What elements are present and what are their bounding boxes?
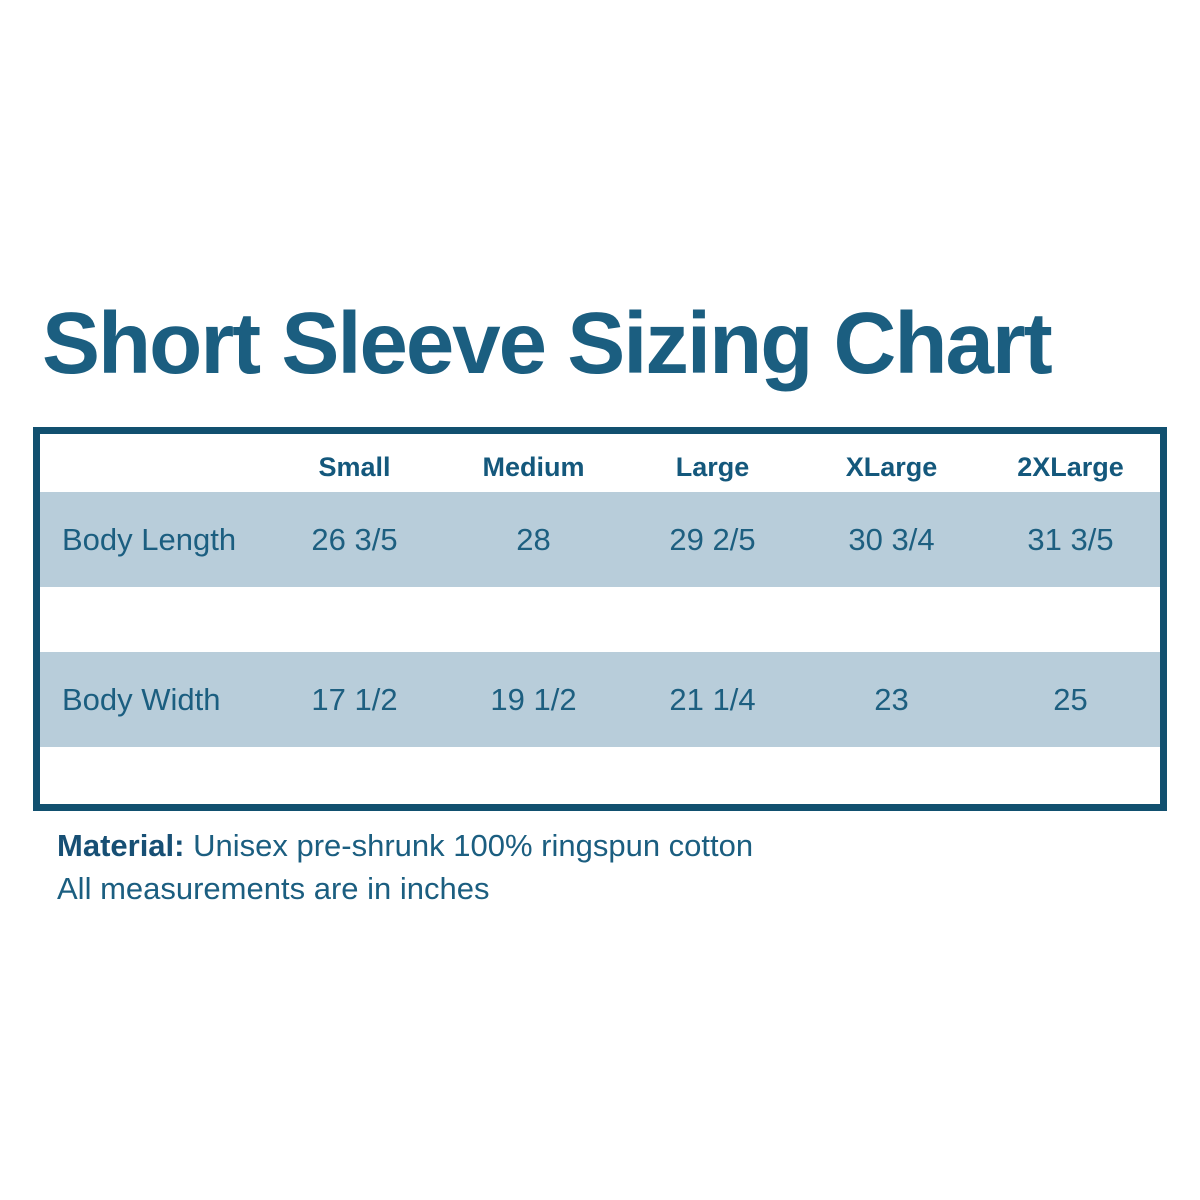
- column-header-2xlarge: 2XLarge: [1017, 451, 1124, 482]
- material-line: [57, 824, 753, 867]
- table-bottom-padding: [40, 747, 1160, 804]
- measurements-note: All measurements are in inches: [57, 871, 490, 906]
- sizing-table: [33, 427, 1167, 811]
- column-header-small: Small: [318, 451, 391, 482]
- body-length-xlarge: 30 3/4: [848, 521, 935, 557]
- body-width-small: 17 1/2: [311, 681, 398, 717]
- table-row-body-length: [40, 492, 1160, 587]
- table-row-body-width: [40, 652, 1160, 747]
- row-label-body-width: Body Width: [62, 681, 221, 717]
- row-label-body-length: Body Length: [62, 521, 237, 557]
- table-spacer-row: [40, 587, 1160, 652]
- column-header-xlarge: XLarge: [845, 451, 938, 482]
- body-width-large: 21 1/4: [669, 681, 756, 717]
- table-header-row: [40, 434, 1160, 492]
- column-header-large: Large: [675, 451, 750, 482]
- body-width-2xlarge: 25: [1053, 681, 1088, 717]
- body-width-xlarge: 23: [874, 681, 909, 717]
- body-length-large: 29 2/5: [669, 521, 756, 557]
- body-width-medium: 19 1/2: [490, 681, 577, 717]
- body-length-2xlarge: 31 3/5: [1027, 521, 1114, 557]
- column-header-medium: Medium: [482, 451, 585, 482]
- page-title: Short Sleeve Sizing Chart: [42, 295, 1051, 392]
- body-length-medium: 28: [516, 521, 551, 557]
- material-label: Material:: [57, 828, 185, 863]
- footer-notes: [57, 824, 753, 910]
- body-length-small: 26 3/5: [311, 521, 398, 557]
- header-spacer-cell: [40, 459, 265, 467]
- material-value: Unisex pre-shrunk 100% ringspun cotton: [184, 828, 754, 863]
